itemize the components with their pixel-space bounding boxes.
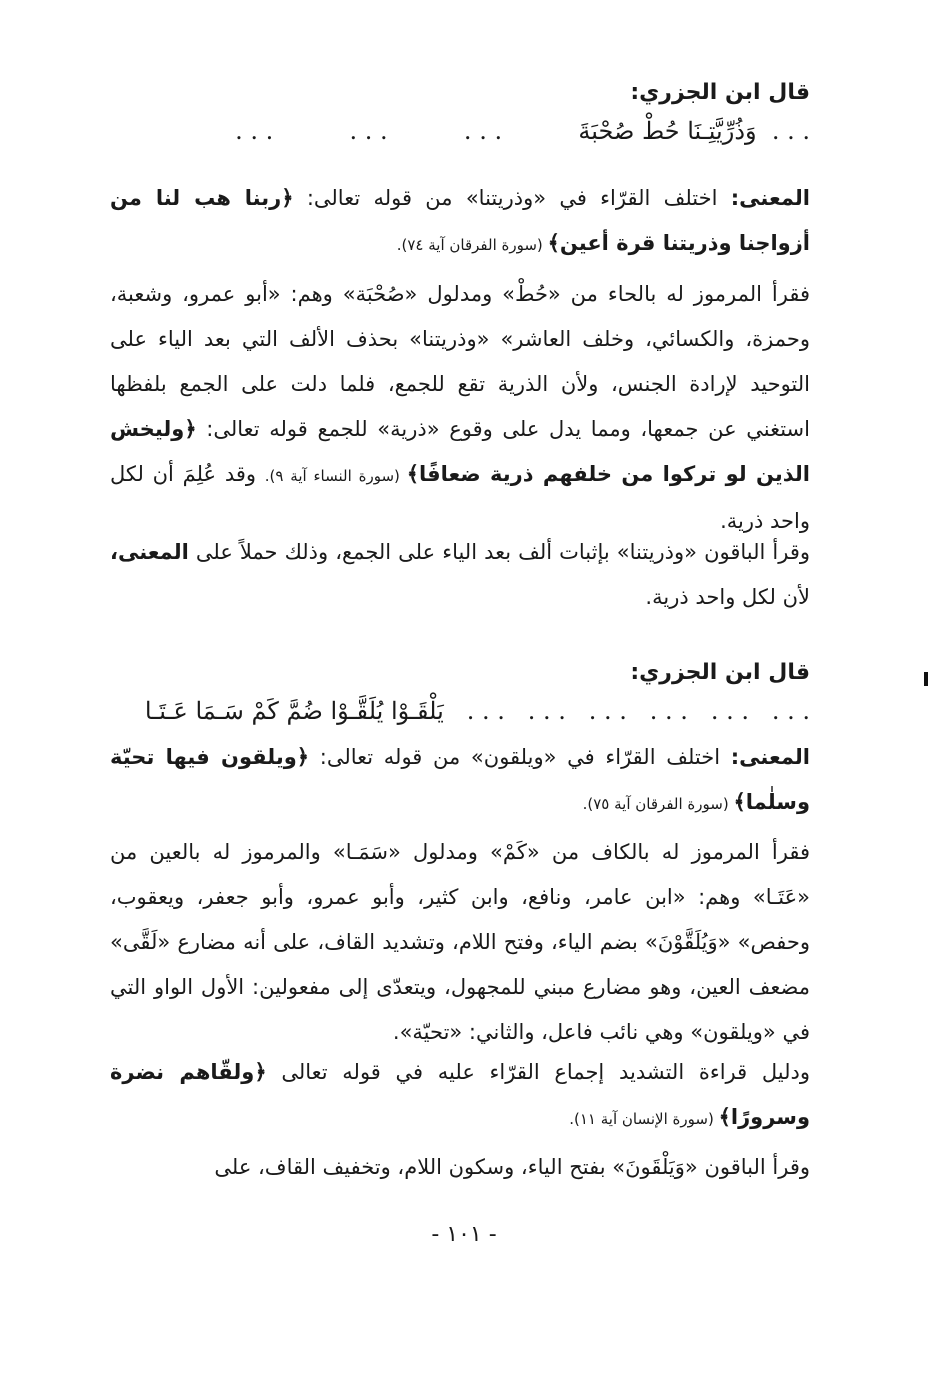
quran-verse: ﴿ربنا هب لنا من أزواجنا وذريتنا قرة أعين﴾	[110, 186, 810, 255]
section-heading: قال ابن الجزري:	[630, 80, 810, 105]
paragraph-text: وقرأ الباقون «وَيَلْقَونَ» بفتح الياء، وسكون اللام، وتخفيف القاف، على	[214, 1155, 810, 1179]
meaning-word: المعنى،	[110, 540, 189, 564]
quran-verse: ﴿ولقّاهم نضرة وسرورًا﴾	[110, 1060, 810, 1129]
paragraph	[110, 176, 810, 268]
paragraph	[110, 530, 810, 620]
paragraph	[110, 830, 810, 1055]
paragraph	[110, 272, 810, 544]
poem-verse: . . . . . . . . . . . . . . . . . . يَلْقَـوْا يُلَقَّـوْا ضُمَّ كَمْ سَـمَا عَـتَـا	[144, 697, 810, 725]
paragraph	[110, 735, 810, 827]
section-heading: قال ابن الجزري:	[630, 660, 810, 685]
surah-reference: (سورة الإنسان آية ١١).	[569, 1110, 719, 1128]
paragraph	[110, 1145, 810, 1190]
paragraph-text: فقرأ المرموز له بالحاء من «حُطْ» ومدلول «صُحْبَة» وهم: «أبو عمرو، وشعبة، وحمزة، والكسائي، وخلف العاشر» «وذريتنا» بحذف الألف التي بعد الياء على التوحيد لإرادة الجنس، ولأن الذرية تقع للجمع، فلما دلت على الجمع بلفظها استغني عن جمعها، ومما يدل على وقوع «ذرية» للجمع قوله تعالى:	[110, 282, 810, 441]
paragraph-text: لأن لكل واحد ذرية.	[645, 585, 810, 609]
paragraph-text: اختلف القرّاء في «ويلقون» من قوله تعالى:	[309, 745, 731, 769]
paragraph-text: فقرأ المرموز له بالكاف من «كَمْ» ومدلول «سَمَـا» والمرموز له بالعين من «عَتَـا» وهم: «ابن عامر، ونافع، وابن كثير، وأبو عمرو، وأبو جعفر، ويعقوب، وحفص» «وَيُلَقَّوْنَ» بضم الياء، وفتح اللام، وتشديد القاف، على أنه مضارع «لَقَّى» مضعف العين، وهو مضارع مبني للمجهول، ويتعدّى إلى مفعولين: الأول الواو التي في «ويلقون» وهي نائب فاعل، والثاني: «تحيّة».	[110, 840, 810, 1044]
quran-verse: ﴿ويلقون فيها تحيّة وسلٰما﴾	[110, 745, 810, 814]
surah-reference: (سورة الفرقان آية ٧٤).	[396, 236, 548, 254]
meaning-label: المعنى:	[730, 186, 810, 210]
poem-verse: . . . وَذُرِّيَّتِـنَا حُطْ صُحْبَةَ . . . . . . . . .	[235, 117, 810, 145]
quran-verse: ﴿وليخش الذين لو تركوا من خلفهم ذرية ضعافًا﴾	[110, 417, 810, 486]
scan-edge-mark	[924, 672, 928, 686]
paragraph-text: اختلف القرّاء في «وذريتنا» من قوله تعالى:	[293, 186, 731, 210]
page-number: - ١٠١ -	[431, 1222, 497, 1247]
paragraph-text: ودليل قراءة التشديد إجماع القرّاء عليه في قوله تعالى	[266, 1060, 810, 1084]
paragraph-text: وقرأ الباقون «وذريتنا» بإثبات ألف بعد الياء على الجمع، وذلك حملاً على	[188, 540, 810, 564]
surah-reference: (سورة الفرقان آية ٧٥).	[582, 795, 734, 813]
surah-reference: (سورة النساء آية ٩).	[264, 467, 407, 485]
paragraph	[110, 1050, 810, 1142]
meaning-label: المعنى:	[730, 745, 810, 769]
paragraph-text: وقد عُلِمَ أن لكل واحد ذرية.	[110, 462, 810, 533]
